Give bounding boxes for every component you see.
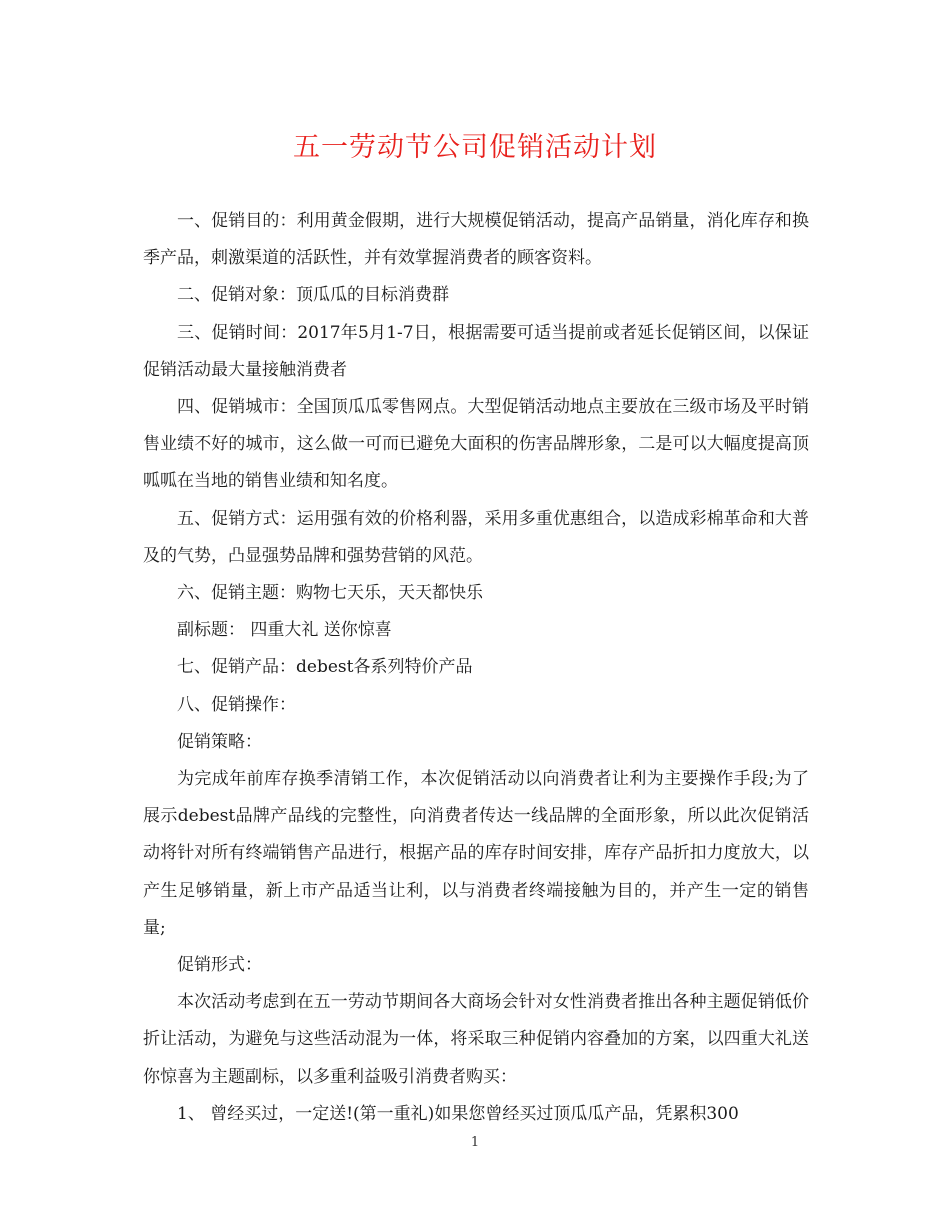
paragraph-target: 二、促销对象：顶瓜瓜的目标消费群 [177, 285, 449, 306]
paragraph-theme: 六、促销主题：购物七天乐，天天都快乐 [177, 583, 483, 604]
paragraph-strategy-heading: 促销策略： [177, 731, 262, 752]
paragraph-operation: 八、促销操作： [177, 694, 296, 715]
paragraph-purpose: 一、促销目的：利用黄金假期，进行大规模促销活动，提高产品销量，消化库存和换季产品，刺激渠道的活跃性，并有效掌握消费者的顾客资料。 [143, 211, 809, 269]
page-number: 1 [470, 1135, 480, 1150]
document-body [143, 203, 809, 1133]
paragraph-form: 本次活动考虑到在五一劳动节期间各大商场会针对女性消费者推出各种主题促销低价折让活动，为避免与这些活动混为一体，将采取三种促销内容叠加的方案，以四重大礼送你惊喜为主题副标，以多重利益吸引消费者购买： [143, 992, 809, 1087]
paragraph-form-heading: 促销形式： [177, 955, 262, 976]
document-title: 五一劳动节公司促销活动计划 [293, 132, 657, 163]
paragraph-cities: 四、促销城市：全国顶瓜瓜零售网点。大型促销活动地点主要放在三级市场及平时销售业绩不好的城市，这么做一可而已避免大面积的伤害品牌形象，二是可以大幅度提高顶呱呱在当地的销售业绩和知名度。 [143, 397, 809, 492]
paragraph-subtitle: 副标题： 四重大礼 送你惊喜 [177, 620, 392, 641]
paragraph-strategy: 为完成年前库存换季清销工作，本次促销活动以向消费者让利为主要操作手段;为了展示debest品牌产品线的完整性，向消费者传达一线品牌的全面形象，所以此次促销活动将针对所有终端销售产品进行，根据产品的库存时间安排，库存产品折扣力度放大，以产生足够销量，新上市产品适当让利，以与消费者终端接触为目的，并产生一定的销售量; [143, 769, 809, 938]
paragraph-products: 七、促销产品：debest各系列特价产品 [177, 657, 473, 678]
paragraph-time: 三、促销时间：2017年5月1-7日，根据需要可适当提前或者延长促销区间，以保证促销活动最大量接触消费者 [143, 322, 809, 380]
paragraph-gift-one: 1、 曾经买过，一定送!(第一重礼)如果您曾经买过顶瓜瓜产品，凭累积300 [177, 1103, 739, 1124]
paragraph-method: 五、促销方式：运用强有效的价格利器，采用多重优惠组合，以造成彩棉革命和大普及的气势，凸显强势品牌和强势营销的风范。 [143, 508, 809, 566]
